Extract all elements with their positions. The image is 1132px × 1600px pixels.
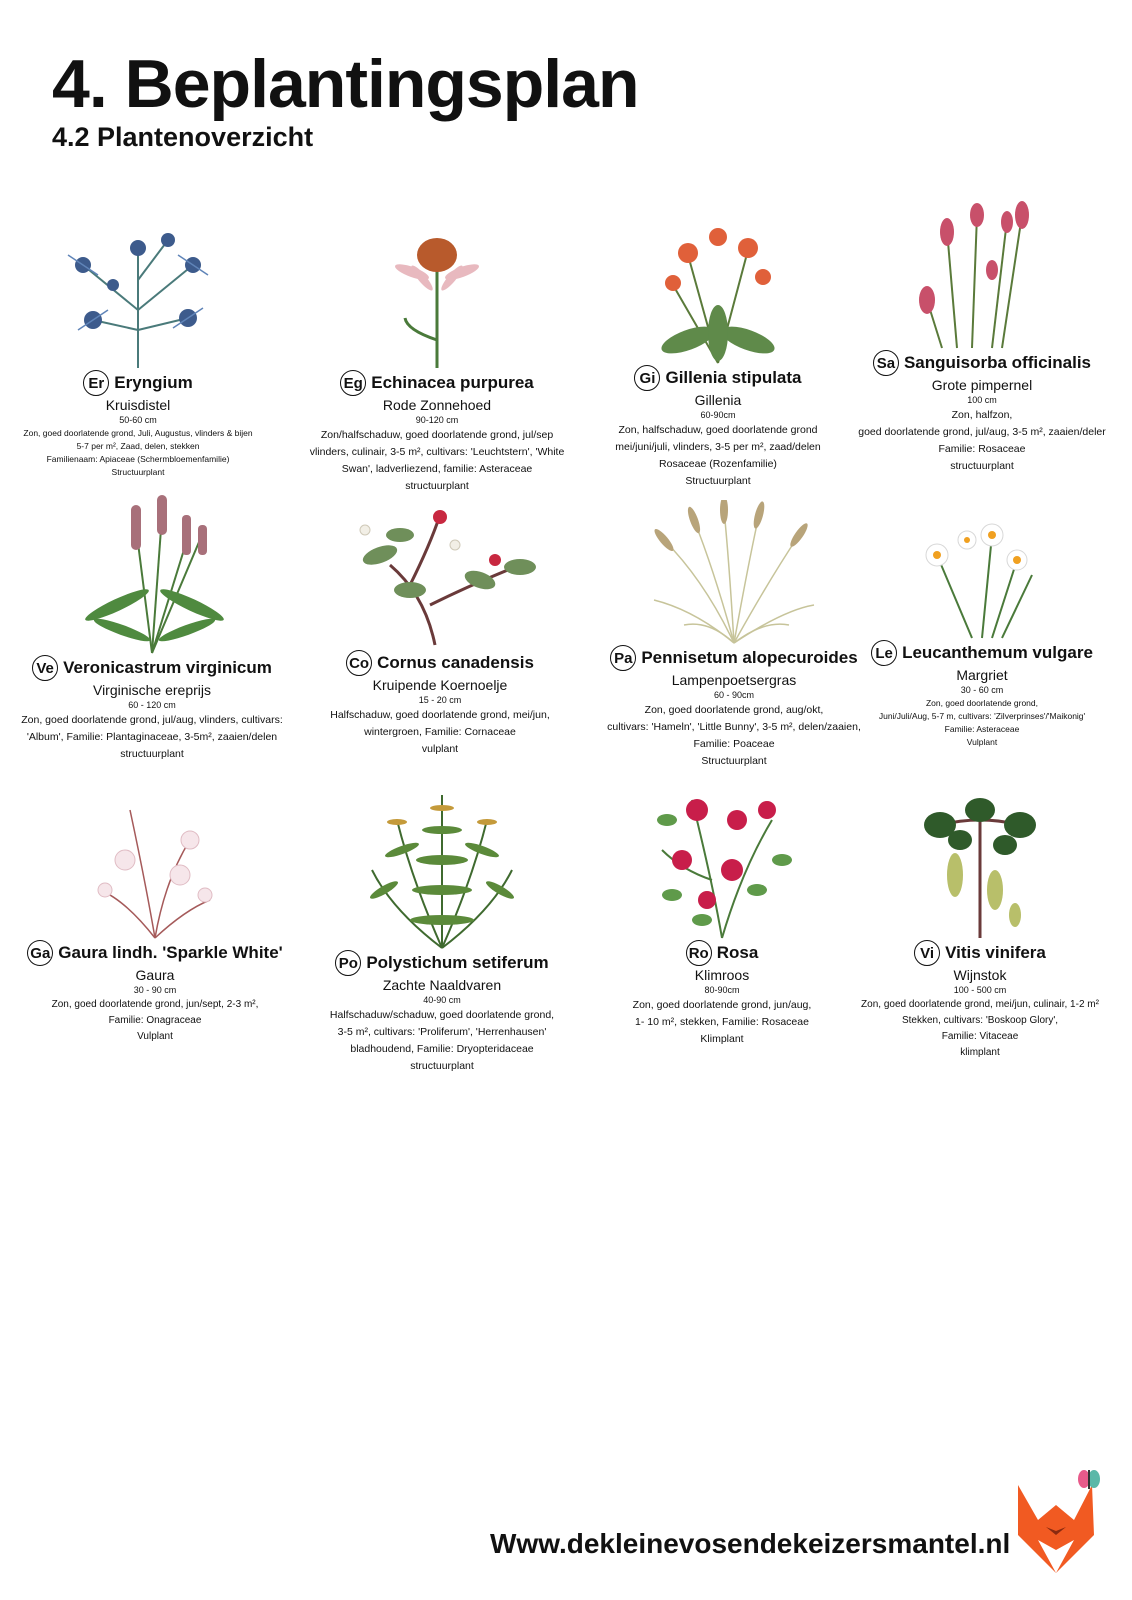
sanguisorba-icon (832, 200, 1132, 350)
plant-card-gaura (5, 800, 305, 1045)
plant-description: Zon, halfzon, goed doorlatende grond, jul/aug, 3-5 m², zaaien/deler Familie: Rosaceae structuurplant (858, 409, 1106, 472)
cornus-icon (290, 495, 590, 650)
plant-common-name: Rode Zonnehoed (382, 397, 492, 413)
plant-description: Zon, halfschaduw, goed doorlatende grond mei/juni/juli, vlinders, 3-5 per m², zaad/delen Rosaceae (Rozenfamilie) Structuurplant (615, 424, 821, 487)
plant-code-badge: Ga (27, 940, 53, 966)
plant-name: Gillenia stipulata (665, 368, 802, 387)
fern-icon (292, 790, 592, 950)
plant-size: 60 - 120 cm (128, 700, 176, 710)
plant-description: Zon, goed doorlatende grond, jun/sept, 2-3 m², Familie: Onagraceae Vulplant (51, 999, 259, 1042)
plant-size: 100 cm (967, 395, 997, 405)
plant-common-name: Klimroos (694, 967, 750, 983)
plant-code-badge: Po (335, 950, 361, 976)
plant-description: Zon, goed doorlatende grond, jul/aug, vlinders, cultivars: 'Album', Familie: Plantaginaceae, 3-5m², zaaien/delen structuurplant (21, 714, 283, 760)
plant-card-cornus (290, 495, 590, 758)
plant-common-name: Zachte Naaldvaren (382, 977, 502, 993)
plant-size: 60-90cm (700, 410, 736, 420)
plant-common-name: Gillenia (694, 392, 742, 408)
plant-description: Halfschaduw/schaduw, goed doorlatende grond, 3-5 m², cultivars: 'Proliferum', 'Herrenhausen' bladhoudend, Familie: Dryopteridaceae structuurplant (329, 1009, 555, 1072)
plant-description: Zon, goed doorlatende grond, Juli, Augustus, vlinders & bijen 5-7 per m², Zaad, delen, stekken Familienaam: Apiaceae (Schermbloemenfamilie) Structuurplant (23, 428, 253, 477)
rose-icon (572, 780, 872, 940)
plant-code-badge: Er (83, 370, 109, 396)
page-subtitle: 4.2 Plantenoverzicht (52, 122, 314, 152)
gaura-icon (5, 800, 305, 940)
plant-common-name: Kruipende Koernoelje (372, 677, 508, 693)
plant-card-echinacea (287, 220, 587, 495)
plant-common-name: Lampenpoetsergras (671, 672, 797, 688)
plant-code-badge: Eg (340, 370, 366, 396)
plant-common-name: Grote pimpernel (931, 377, 1033, 393)
plant-code-badge: Ve (32, 655, 58, 681)
plant-description: Zon, goed doorlatende grond, jun/aug, 1- 10 m², stekken, Familie: Rosaceae Klimplant (632, 999, 812, 1045)
gillenia-icon (568, 215, 868, 365)
plant-code-badge: Gi (634, 365, 660, 391)
eryngium-icon (0, 210, 288, 370)
plant-code-badge: Ro (686, 940, 712, 966)
plant-card-vitis (830, 795, 1130, 1061)
plant-size: 15 - 20 cm (418, 695, 462, 705)
plant-card-veronicastrum (2, 495, 302, 763)
plant-common-name: Kruisdistel (105, 397, 171, 413)
plant-name: Vitis vinifera (945, 943, 1046, 962)
plant-size: 30 - 90 cm (133, 985, 177, 995)
plant-name: Leucanthemum vulgare (902, 643, 1093, 662)
leucanthemum-icon (832, 515, 1132, 640)
plant-name: Veronicastrum virginicum (63, 658, 272, 677)
plant-name: Echinacea purpurea (371, 373, 534, 392)
plant-description: Zon/halfschaduw, goed doorlatende grond, jul/sep vlinders, culinair, 3-5 m², cultivars: 'Leuchtstern', 'White Swan', ladverliezend, familie: Asteraceae structuurplant (309, 429, 565, 492)
plant-name: Gaura lindh. 'Sparkle White' (58, 943, 283, 962)
plant-common-name: Wijnstok (953, 967, 1007, 983)
plant-size: 60 - 90cm (713, 690, 755, 700)
plant-description: Zon, goed doorlatende grond, mei/jun, culinair, 1-2 m² Stekken, cultivars: 'Boskoop Glory', Familie: Vitaceae klimplant (861, 999, 1099, 1058)
plant-description: Zon, goed doorlatende grond, Juni/Juli/Aug, 5-7 m, cultivars: 'Zilverprinses'/'Maikonig' Familie: Asteraceae Vulplant (878, 698, 1086, 747)
plant-card-rosa (572, 780, 872, 1048)
plant-name: Pennisetum alopecuroides (641, 648, 858, 667)
plant-size: 80-90cm (704, 985, 740, 995)
grapevine-icon (830, 795, 1130, 940)
plant-description: Zon, goed doorlatende grond, aug/okt, cultivars: 'Hameln', 'Little Bunny', 3-5 m², delen/zaaien, Familie: Poaceae Structuurplant (607, 704, 861, 767)
plant-name: Sanguisorba officinalis (903, 353, 1092, 372)
plant-name: Eryngium (114, 373, 193, 392)
plant-code-badge: Co (346, 650, 372, 676)
plant-code-badge: Vi (914, 940, 940, 966)
page-title: 4. Beplantingsplan (52, 46, 639, 122)
fox-logo-icon (1008, 1465, 1104, 1575)
plant-size: 30 - 60 cm (960, 685, 1004, 695)
plant-name: Cornus canadensis (377, 653, 534, 672)
plant-card-polystichum (292, 790, 592, 1075)
plant-code-badge: Pa (610, 645, 636, 671)
plant-size: 40-90 cm (423, 995, 461, 1005)
veronicastrum-icon (2, 495, 302, 655)
plant-name: Polystichum setiferum (366, 953, 549, 972)
plant-card-eryngium (0, 210, 288, 479)
plant-description: Halfschaduw, goed doorlatende grond, mei/jun, wintergroen, Familie: Cornaceae vulplant (330, 709, 550, 755)
plant-code-badge: Sa (873, 350, 899, 376)
plant-size: 90-120 cm (415, 415, 459, 425)
plant-card-gillenia (568, 215, 868, 490)
plant-size: 50-60 cm (119, 415, 157, 425)
echinacea-icon (287, 220, 587, 370)
plant-card-leucanthemum (832, 515, 1132, 749)
plant-name: Rosa (716, 943, 759, 962)
plant-common-name: Margriet (956, 667, 1008, 683)
plant-card-sanguisorba (832, 200, 1132, 475)
website-url[interactable]: Www.dekleinevosendekeizersmantel.nl (490, 1528, 1011, 1559)
plant-common-name: Virginische ereprijs (92, 682, 211, 698)
plant-size: 100 - 500 cm (953, 985, 1007, 995)
plant-common-name: Gaura (135, 967, 175, 983)
plant-code-badge: Le (871, 640, 897, 666)
